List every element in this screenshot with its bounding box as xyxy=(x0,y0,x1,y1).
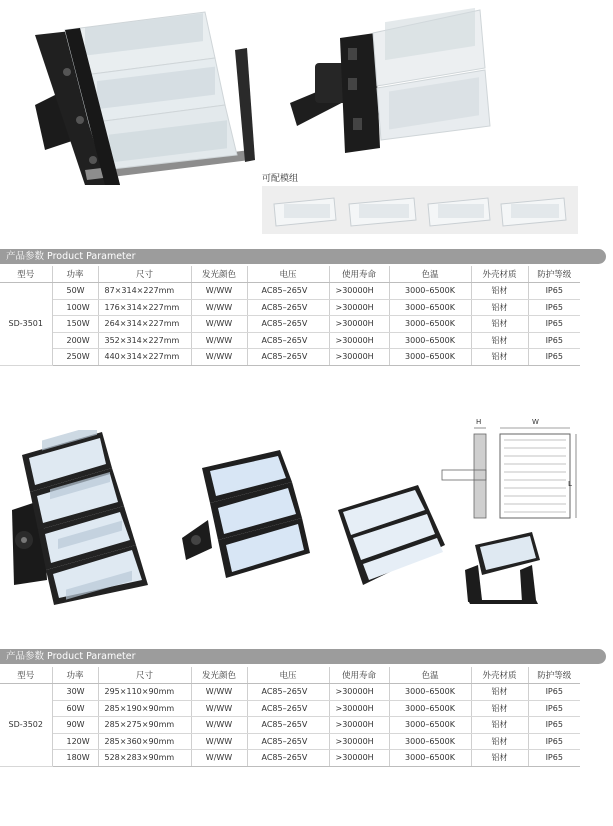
cell-power: 250W xyxy=(52,349,98,366)
cell-color-temp: 3000–6500K xyxy=(389,717,471,734)
table-row xyxy=(0,349,580,366)
cell-color-temp: 3000–6500K xyxy=(389,332,471,349)
cell-housing: 铝材 xyxy=(471,349,528,366)
dimension-label-l: L xyxy=(568,480,572,488)
cell-lifespan: >30000H xyxy=(329,332,389,349)
table-row xyxy=(0,316,580,333)
cell-power: 100W xyxy=(52,299,98,316)
table-row xyxy=(0,283,580,300)
cell-power: 30W xyxy=(52,684,98,701)
col-header-housing: 外壳材质 xyxy=(471,667,528,684)
col-header-model: 型号 xyxy=(0,667,52,684)
cell-housing: 铝材 xyxy=(471,717,528,734)
options-label: 可配模组 xyxy=(262,174,299,184)
cell-voltage: AC85–265V xyxy=(247,700,329,717)
cell-color-temp: 3000–6500K xyxy=(389,733,471,750)
cell-color-temp: 3000–6500K xyxy=(389,299,471,316)
col-header-housing: 外壳材质 xyxy=(471,266,528,283)
cell-size: 295×110×90mm xyxy=(98,684,191,701)
col-header-ip-rating: 防护等级 xyxy=(528,266,580,283)
spec-table-sd3501 xyxy=(0,266,580,366)
cell-ip-rating: IP65 xyxy=(528,733,580,750)
table-row xyxy=(0,717,580,734)
cell-ip-rating: IP65 xyxy=(528,684,580,701)
cell-ip-rating: IP65 xyxy=(528,717,580,734)
cell-light-color: W/WW xyxy=(191,349,247,366)
cell-size: 285×360×90mm xyxy=(98,733,191,750)
cell-ip-rating: IP65 xyxy=(528,316,580,333)
module-options-photos xyxy=(262,186,578,234)
cell-ip-rating: IP65 xyxy=(528,700,580,717)
cell-housing: 铝材 xyxy=(471,316,528,333)
cell-voltage: AC85–265V xyxy=(247,316,329,333)
cell-color-temp: 3000–6500K xyxy=(389,316,471,333)
col-header-ip-rating: 防护等级 xyxy=(528,667,580,684)
cell-ip-rating: IP65 xyxy=(528,349,580,366)
cell-size: 264×314×227mm xyxy=(98,316,191,333)
cell-model: SD-3502 xyxy=(0,684,52,767)
col-header-lifespan: 使用寿命 xyxy=(329,667,389,684)
col-header-lifespan: 使用寿命 xyxy=(329,266,389,283)
col-header-light-color: 发光颜色 xyxy=(191,266,247,283)
cell-power: 150W xyxy=(52,316,98,333)
cell-light-color: W/WW xyxy=(191,332,247,349)
floodlight-single-module-photo xyxy=(460,530,550,605)
cell-lifespan: >30000H xyxy=(329,299,389,316)
col-header-color-temp: 色温 xyxy=(389,667,471,684)
cell-color-temp: 3000–6500K xyxy=(389,700,471,717)
cell-housing: 铝材 xyxy=(471,684,528,701)
col-header-light-color: 发光颜色 xyxy=(191,667,247,684)
cell-housing: 铝材 xyxy=(471,733,528,750)
cell-power: 90W xyxy=(52,717,98,734)
cell-housing: 铝材 xyxy=(471,332,528,349)
col-header-size: 尺寸 xyxy=(98,667,191,684)
cell-housing: 铝材 xyxy=(471,750,528,767)
cell-light-color: W/WW xyxy=(191,283,247,300)
cell-model: SD-3501 xyxy=(0,283,52,366)
floodlight-4-module-black-photo xyxy=(2,430,172,605)
dimension-label-w: W xyxy=(532,418,539,426)
product-parameter-header-1: 产品参数 Product Parameter xyxy=(0,249,606,264)
cell-voltage: AC85–265V xyxy=(247,717,329,734)
col-header-color-temp: 色温 xyxy=(389,266,471,283)
cell-ip-rating: IP65 xyxy=(528,299,580,316)
dimension-label-h: H xyxy=(476,418,482,426)
cell-light-color: W/WW xyxy=(191,684,247,701)
cell-light-color: W/WW xyxy=(191,700,247,717)
cell-power: 50W xyxy=(52,283,98,300)
floodlight-3-module-photo xyxy=(25,10,255,185)
module-options-strip xyxy=(262,186,578,234)
cell-lifespan: >30000H xyxy=(329,684,389,701)
col-header-voltage: 电压 xyxy=(247,266,329,283)
table-row xyxy=(0,700,580,717)
cell-housing: 铝材 xyxy=(471,700,528,717)
cell-lifespan: >30000H xyxy=(329,700,389,717)
cell-voltage: AC85–265V xyxy=(247,299,329,316)
cell-size: 352×314×227mm xyxy=(98,332,191,349)
cell-color-temp: 3000–6500K xyxy=(389,349,471,366)
cell-housing: 铝材 xyxy=(471,283,528,300)
cell-ip-rating: IP65 xyxy=(528,283,580,300)
cell-size: 440×314×227mm xyxy=(98,349,191,366)
cell-light-color: W/WW xyxy=(191,733,247,750)
cell-color-temp: 3000–6500K xyxy=(389,684,471,701)
spec-table-sd3502 xyxy=(0,667,580,767)
cell-lifespan: >30000H xyxy=(329,316,389,333)
col-header-power: 功率 xyxy=(52,266,98,283)
cell-size: 285×190×90mm xyxy=(98,700,191,717)
floodlight-3-module-black-photo xyxy=(180,448,310,583)
cell-color-temp: 3000–6500K xyxy=(389,750,471,767)
cell-ip-rating: IP65 xyxy=(528,332,580,349)
cell-power: 120W xyxy=(52,733,98,750)
cell-size: 285×275×90mm xyxy=(98,717,191,734)
cell-light-color: W/WW xyxy=(191,316,247,333)
floodlight-2-module-photo xyxy=(285,8,495,153)
table-row xyxy=(0,332,580,349)
floodlight-3-module-angled-photo xyxy=(333,480,448,590)
col-header-model: 型号 xyxy=(0,266,52,283)
cell-voltage: AC85–265V xyxy=(247,684,329,701)
cell-lifespan: >30000H xyxy=(329,717,389,734)
cell-size: 176×314×227mm xyxy=(98,299,191,316)
col-header-size: 尺寸 xyxy=(98,266,191,283)
product-parameter-header-2: 产品参数 Product Parameter xyxy=(0,649,606,664)
cell-voltage: AC85–265V xyxy=(247,283,329,300)
cell-lifespan: >30000H xyxy=(329,750,389,767)
cell-light-color: W/WW xyxy=(191,750,247,767)
cell-lifespan: >30000H xyxy=(329,283,389,300)
cell-power: 200W xyxy=(52,332,98,349)
cell-voltage: AC85–265V xyxy=(247,332,329,349)
table-row xyxy=(0,299,580,316)
cell-power: 60W xyxy=(52,700,98,717)
cell-lifespan: >30000H xyxy=(329,733,389,750)
table-header-row xyxy=(0,667,580,684)
cell-housing: 铝材 xyxy=(471,299,528,316)
cell-size: 528×283×90mm xyxy=(98,750,191,767)
cell-voltage: AC85–265V xyxy=(247,349,329,366)
cell-voltage: AC85–265V xyxy=(247,733,329,750)
cell-voltage: AC85–265V xyxy=(247,750,329,767)
table-header-row xyxy=(0,266,580,283)
cell-ip-rating: IP65 xyxy=(528,750,580,767)
cell-lifespan: >30000H xyxy=(329,349,389,366)
cell-size: 87×314×227mm xyxy=(98,283,191,300)
cell-light-color: W/WW xyxy=(191,717,247,734)
col-header-voltage: 电压 xyxy=(247,667,329,684)
cell-power: 180W xyxy=(52,750,98,767)
cell-color-temp: 3000–6500K xyxy=(389,283,471,300)
table-row xyxy=(0,750,580,767)
dimension-drawing xyxy=(440,420,580,520)
cell-light-color: W/WW xyxy=(191,299,247,316)
table-row xyxy=(0,733,580,750)
col-header-power: 功率 xyxy=(52,667,98,684)
table-row xyxy=(0,684,580,701)
